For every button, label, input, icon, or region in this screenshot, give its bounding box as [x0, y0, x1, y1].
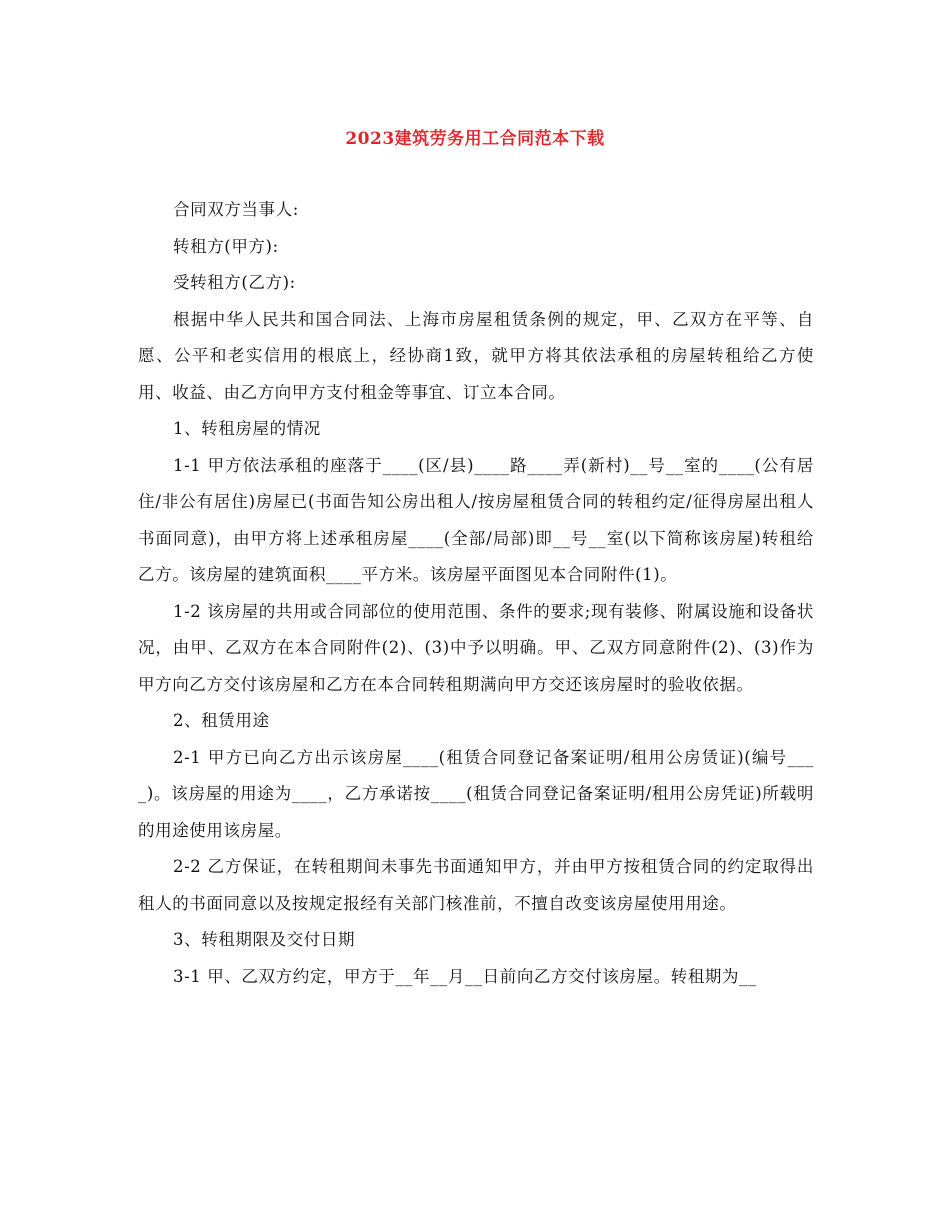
document-title: 2023建筑劳务用工合同范本下载 [345, 129, 605, 149]
section-heading-1: 1、转租房屋的情况 [173, 419, 321, 438]
clause-1-1: 1-1 甲方依法承租的座落于____(区/县)____路____弄(新村)__号__室的____(公有居住/非公有居住)房屋已(书面告知公房出租人/按房屋租赁合同的转租约定/征得房屋出租人书面同意)，由甲方将上述承租房屋____(全部/局部)即__号__室(以下简称该房屋)转租给乙方。该房屋的建筑面积____平方米。该房屋平面图见本合同附件(1)。 [138, 455, 814, 584]
section-heading-2: 2、租赁用途 [173, 711, 270, 730]
paragraph-party-a: 转租方(甲方): [173, 236, 279, 256]
clause-2-1: 2-1 甲方已向乙方出示该房屋____(租赁合同登记备案证明/租用公房赁证)(编号____)。该房屋的用途为____，乙方承诺按____(租赁合同登记备案证明/租用公房凭证)所载明的用途使用该房屋。 [138, 747, 814, 840]
section-heading-3: 3、转租期限及交付日期 [173, 930, 356, 949]
paragraph-party-b: 受转租方(乙方): [173, 273, 296, 292]
paragraph-parties-heading: 合同双方当事人: [173, 200, 299, 219]
paragraph-preamble: 根据中华人民共和国合同法、上海市房屋租赁条例的规定，甲、乙双方在平等、自愿、公平和老实信用的根底上，经协商1致，就甲方将其依法承租的房屋转租给乙方使用、收益、由乙方向甲方支付租金等事宜、订立本合同。 [138, 309, 814, 402]
document-body [138, 192, 814, 995]
clause-1-2: 1-2 该房屋的共用或合同部位的使用范围、条件的要求;现有装修、附属设施和设备状况，由甲、乙双方在本合同附件(2)、(3)中予以明确。甲、乙双方同意附件(2)、(3)作为甲方向乙方交付该房屋和乙方在本合同转租期满向甲方交还该房屋时的验收依据。 [138, 601, 814, 694]
clause-3-1: 3-1 甲、乙双方约定，甲方于__年__月__日前向乙方交付该房屋。转租期为__ [173, 966, 757, 986]
clause-2-2: 2-2 乙方保证，在转租期间未事先书面通知甲方，并由甲方按租赁合同的约定取得出租人的书面同意以及按规定报经有关部门核准前，不擅自改变该房屋使用用途。 [138, 857, 814, 913]
